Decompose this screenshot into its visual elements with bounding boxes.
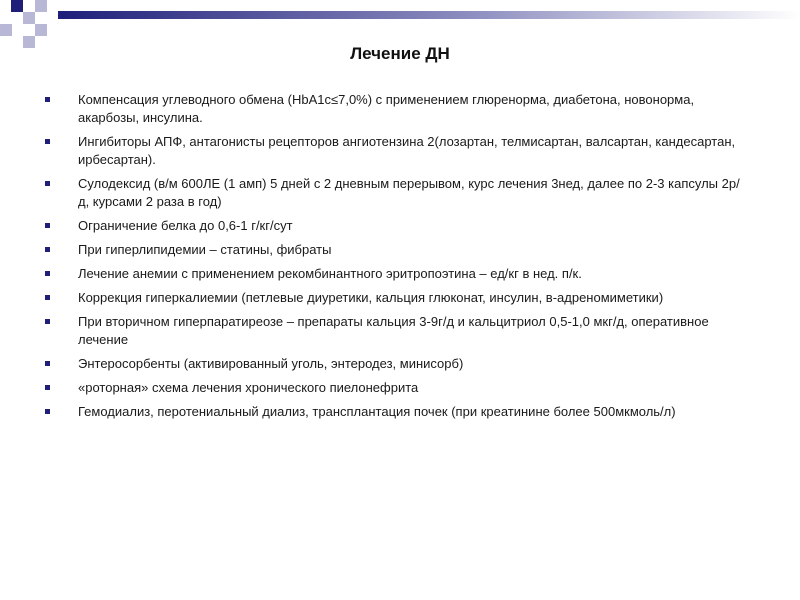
list-item-text: Энтеросорбенты (активированный уголь, энтеродез, минисорб) [78, 356, 464, 371]
list-item-text: При гиперлипидемии – статины, фибраты [78, 242, 332, 257]
list-item [44, 265, 744, 283]
square-bullet-icon [45, 181, 50, 186]
list-item [44, 403, 744, 421]
list-item [44, 91, 744, 127]
square-bullet-icon [45, 139, 50, 144]
list-item [44, 313, 744, 349]
square-bullet-icon [45, 295, 50, 300]
slide-title: Лечение ДН [350, 44, 450, 63]
list-item-text: Ингибиторы АПФ, антагонисты рецепторов ангиотензина 2(лозартан, телмисартан, валсартан, кандесартан, ирбесартан). [78, 134, 736, 167]
list-item-text: Ограничение белка до 0,6-1 г/кг/сут [78, 218, 293, 233]
list-item [44, 241, 744, 259]
list-item-text: Компенсация углеводного обмена (HbA1c≤7,0%) с применением глюренорма, диабетона, новонорма, акарбозы, инсулина. [78, 92, 695, 125]
square-bullet-icon [45, 271, 50, 276]
list-item [44, 217, 744, 235]
list-item [44, 289, 744, 307]
list-item [44, 175, 744, 211]
square-bullet-icon [45, 247, 50, 252]
square-bullet-icon [45, 409, 50, 414]
list-item [44, 133, 744, 169]
square-bullet-icon [45, 319, 50, 324]
list-item-text: Коррекция гиперкалиемии (петлевые диуретики, кальция глюконат, инсулин, в-адреномиметики) [78, 290, 664, 305]
list-item-text: При вторичном гиперпаратиреозе – препараты кальция 3-9г/д и кальцитриол 0,5-1,0 мкг/д, оперативное лечение [78, 314, 709, 347]
list-item-text: Гемодиализ, перотениальный диализ, трансплантация почек (при креатинине более 500мкмоль/л) [78, 404, 676, 419]
square-bullet-icon [45, 361, 50, 366]
bullet-list [44, 91, 744, 427]
square-bullet-icon [45, 97, 50, 102]
list-item-text: Лечение анемии с применением рекомбинантного эритропоэтина – ед/кг в нед. п/к. [78, 266, 582, 281]
square-bullet-icon [45, 223, 50, 228]
square-bullet-icon [45, 385, 50, 390]
list-item [44, 379, 744, 397]
list-item [44, 355, 744, 373]
list-item-text: Сулодексид (в/м 600ЛЕ (1 амп) 5 дней с 2 дневным перерывом, курс лечения 3нед, далее по 2-3 капсулы 2р/д, курсами 2 раза в год) [78, 176, 740, 209]
list-item-text: «роторная» схема лечения хронического пиелонефрита [78, 380, 419, 395]
